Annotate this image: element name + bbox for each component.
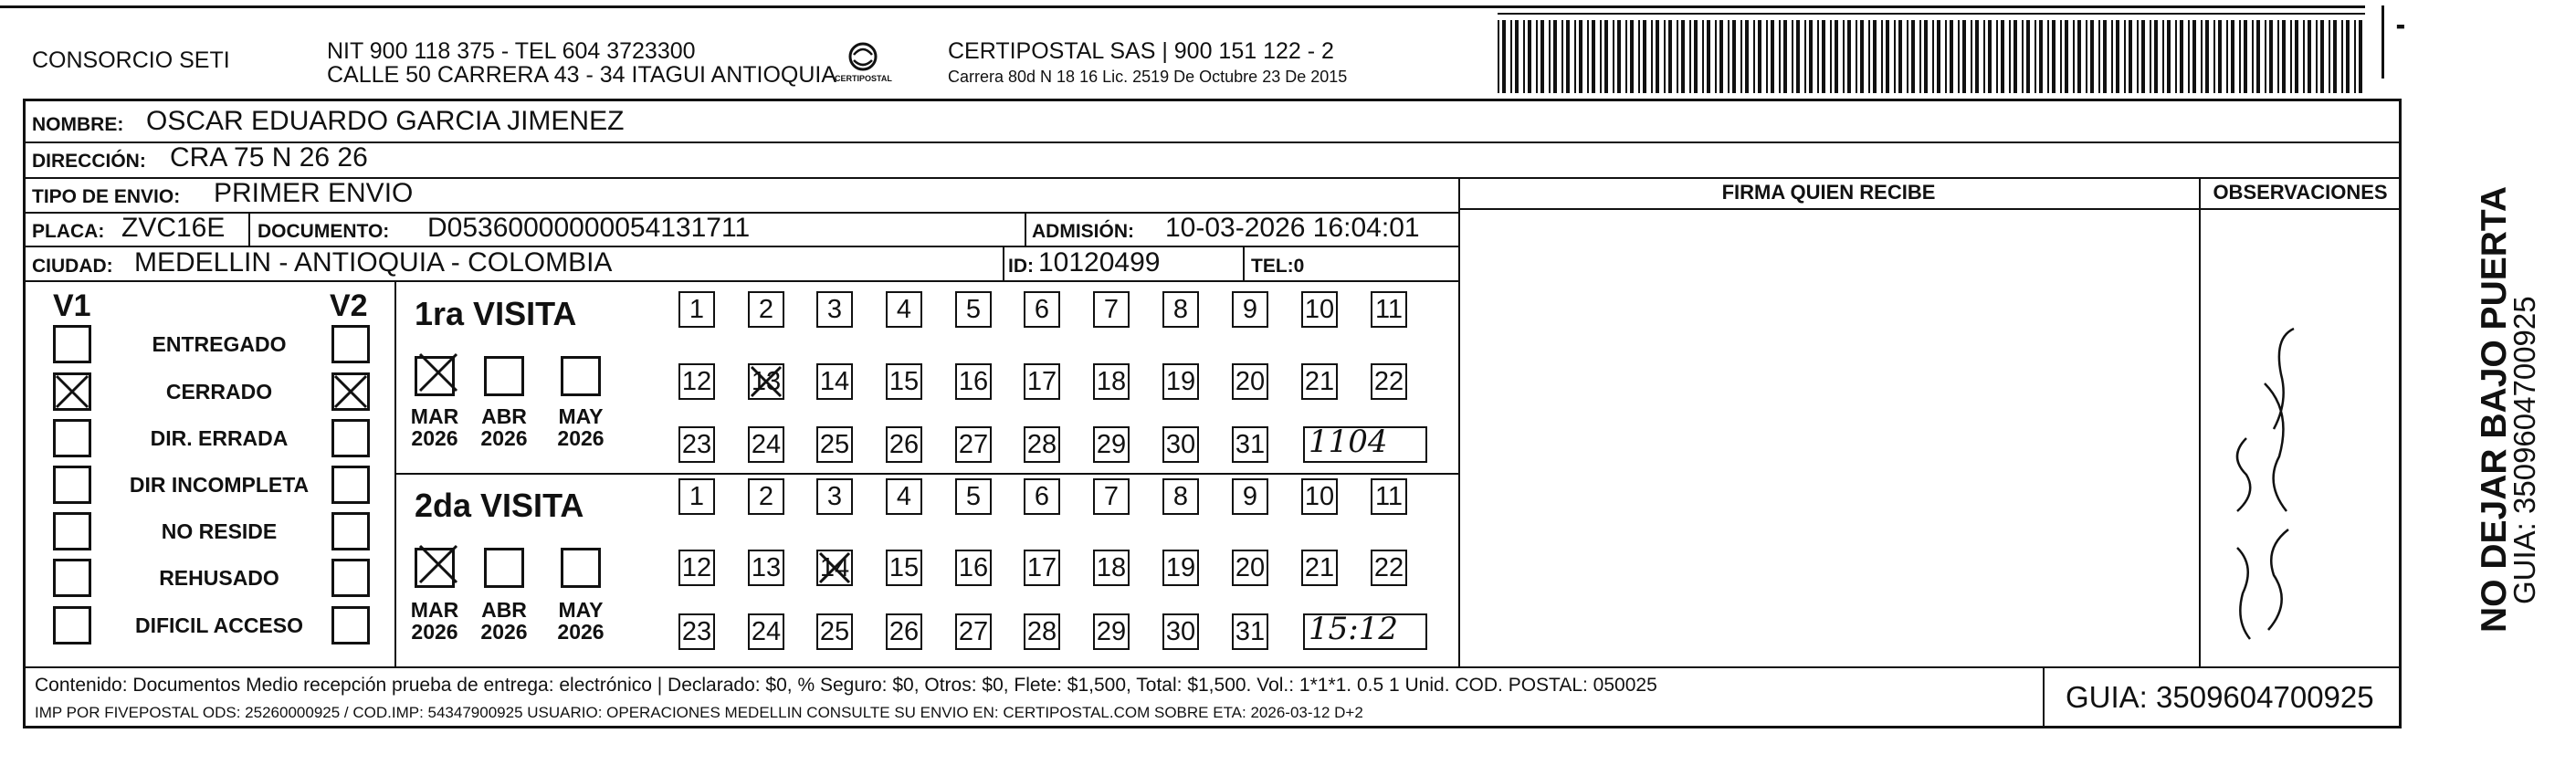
direccion-label: DIRECCIÓN:: [32, 151, 146, 172]
first-visit-day[interactable]: 18: [1093, 363, 1130, 400]
second-visit-day[interactable]: 6: [1024, 478, 1060, 515]
tel-divider: [1243, 246, 1245, 280]
first-visit-day[interactable]: 11: [1371, 291, 1407, 328]
right-edge-line: [2381, 5, 2384, 79]
first-visit-day[interactable]: 9: [1232, 291, 1268, 328]
first-visit-day[interactable]: 14: [816, 363, 853, 400]
second-visit-day[interactable]: 8: [1162, 478, 1199, 515]
id-value: 10120499: [1038, 247, 1161, 278]
first-visit-day[interactable]: 8: [1162, 291, 1199, 328]
tel-label: [1251, 257, 1304, 276]
v1-check-mark: [53, 372, 91, 411]
tipo-envio-label: TIPO DE ENVIO:: [32, 186, 181, 207]
tel-value: 0: [1293, 256, 1305, 277]
first-visit-day[interactable]: 29: [1093, 426, 1130, 463]
first-visit-day[interactable]: 20: [1232, 363, 1268, 400]
first-visit-day[interactable]: 27: [955, 426, 992, 463]
second-visit-day[interactable]: 31: [1232, 613, 1268, 650]
second-visit-month-box[interactable]: [561, 548, 601, 588]
day-check-mark: [816, 550, 853, 586]
reason-label: DIR INCOMPLETA: [129, 473, 310, 497]
second-visit-day[interactable]: 25: [816, 613, 853, 650]
tel-label-text: TEL:: [1251, 256, 1294, 277]
header-col-line: [1458, 208, 2402, 210]
obs-left-line: [2199, 177, 2201, 666]
second-visit-day[interactable]: 22: [1371, 550, 1407, 586]
nit-line: NIT 900 118 375 - TEL 604 3723300: [327, 38, 696, 64]
month-label: [407, 599, 462, 643]
v1-label: V1: [53, 288, 91, 323]
admision-label: ADMISIÓN:: [1032, 221, 1134, 242]
first-visit-day[interactable]: 24: [748, 426, 784, 463]
first-visit-day[interactable]: 2: [748, 291, 784, 328]
id-divider: [1003, 246, 1004, 280]
first-visit-day[interactable]: 3: [816, 291, 853, 328]
first-visit-day[interactable]: 13: [748, 363, 784, 400]
month-name: MAY: [558, 598, 604, 622]
tipo-envio-value: PRIMER ENVIO: [214, 178, 414, 208]
v1-checkbox[interactable]: [53, 466, 91, 504]
month-name: ABR: [481, 404, 527, 428]
first-visit-title: 1ra VISITA: [415, 295, 577, 332]
first-visit-day[interactable]: 22: [1371, 363, 1407, 400]
corner-mark: ╸: [2397, 13, 2412, 40]
month-year: 2026: [557, 426, 605, 451]
first-visit-day[interactable]: 7: [1093, 291, 1130, 328]
second-visit-day[interactable]: 15: [886, 550, 922, 586]
first-visit-day[interactable]: 26: [886, 426, 922, 463]
firma-left-line: [1458, 177, 1460, 666]
first-visit-day[interactable]: 23: [678, 426, 715, 463]
placa-label: PLACA:: [32, 221, 105, 242]
ciudad-label: CIUDAD:: [32, 256, 113, 277]
documento-value: D05360000000054131711: [427, 213, 751, 243]
first-visit-day[interactable]: 28: [1024, 426, 1060, 463]
firma-header: FIRMA QUIEN RECIBE: [1721, 181, 1936, 204]
certipostal-line: CERTIPOSTAL SAS | 900 151 122 - 2: [948, 38, 1334, 64]
v2-label: V2: [330, 288, 368, 323]
v1-checkbox[interactable]: [53, 559, 91, 597]
observaciones-header: OBSERVACIONES: [2213, 181, 2388, 204]
placa-divider: [248, 212, 250, 246]
reason-label: DIR. ERRADA: [150, 426, 289, 450]
second-visit-day[interactable]: 11: [1371, 478, 1407, 515]
second-visit-time: 15:12: [1309, 611, 1398, 647]
month-name: ABR: [481, 598, 527, 622]
month-check-mark: [416, 542, 460, 586]
second-visit-day[interactable]: 26: [886, 613, 922, 650]
first-visit-day[interactable]: 10: [1301, 291, 1338, 328]
second-visit-day[interactable]: 4: [886, 478, 922, 515]
second-visit-day[interactable]: 3: [816, 478, 853, 515]
observaciones-signature: [2210, 274, 2392, 657]
v1-checkbox[interactable]: [53, 606, 91, 644]
no-dejar-bajo-puerta: NO DEJAR BAJO PUERTA: [2475, 185, 2514, 633]
v2-check-mark: [331, 372, 370, 411]
month-year: 2026: [480, 426, 528, 451]
first-visit-day[interactable]: 4: [886, 291, 922, 328]
month-label: [477, 405, 531, 449]
v1-checkbox[interactable]: [53, 512, 91, 550]
first-visit-day[interactable]: 12: [678, 363, 715, 400]
second-visit-day[interactable]: 2: [748, 478, 784, 515]
nombre-value: OSCAR EDUARDO GARCIA JIMENEZ: [146, 106, 625, 136]
first-visit-day[interactable]: 30: [1162, 426, 1199, 463]
second-visit-month-box[interactable]: [484, 548, 524, 588]
reason-label: REHUSADO: [159, 566, 279, 590]
second-visit-day[interactable]: 13: [748, 550, 784, 586]
first-visit-day[interactable]: 31: [1232, 426, 1268, 463]
reason-label: DIFICIL ACCESO: [134, 613, 303, 637]
second-visit-day[interactable]: 18: [1093, 550, 1130, 586]
first-visit-day[interactable]: 5: [955, 291, 992, 328]
certipostal-logo: [826, 38, 899, 93]
nombre-label: NOMBRE:: [32, 114, 124, 135]
logo-text: CERTIPOSTAL: [835, 74, 892, 83]
month-name: MAY: [558, 404, 604, 428]
first-visit-day[interactable]: 21: [1301, 363, 1338, 400]
second-visit-day[interactable]: 10: [1301, 478, 1338, 515]
reason-label: NO RESIDE: [161, 519, 278, 543]
license-line: Carrera 80d N 18 16 Lic. 2519 De Octubre 23 De 2015: [948, 68, 1348, 86]
first-visit-day[interactable]: 16: [955, 363, 992, 400]
logo-emblem-icon: [826, 38, 899, 93]
month-label: [553, 599, 608, 643]
footer-top-line: [25, 666, 2402, 668]
id-label: ID:: [1008, 256, 1034, 277]
second-visit-day[interactable]: 28: [1024, 613, 1060, 650]
first-visit-day[interactable]: 6: [1024, 291, 1060, 328]
side-guia: GUIA: 3509604700925: [2508, 296, 2541, 604]
month-year: 2026: [480, 620, 528, 644]
guia-box-divider: [2043, 666, 2045, 728]
contenido-line: Contenido: Documentos Medio recepción prueba de entrega: electrónico | Declarado: $0, % Seguro: $0, Otros: $0, Flete: $1,500, Total: $1,500. Vol.: 1*1*1. 0.5 1 Unid. COD. POSTAL: 050025: [35, 675, 1657, 696]
second-visit-title: 2da VISITA: [415, 487, 584, 524]
first-visit-month-box[interactable]: [561, 356, 601, 396]
day-check-mark: [748, 363, 784, 400]
second-visit-day[interactable]: 7: [1093, 478, 1130, 515]
first-visit-day[interactable]: 19: [1162, 363, 1199, 400]
reason-label: ENTREGADO: [152, 332, 287, 356]
row-line-5: [25, 280, 1458, 282]
first-visit-time: 1104: [1309, 424, 1388, 460]
placa-value: ZVC16E: [121, 213, 226, 243]
reason-label: CERRADO: [165, 380, 273, 403]
second-visit-day[interactable]: 14: [816, 550, 853, 586]
footer-guia: GUIA: 3509604700925: [2066, 680, 2374, 714]
first-visit-day[interactable]: 15: [886, 363, 922, 400]
second-visit-day[interactable]: 29: [1093, 613, 1130, 650]
second-visit-day[interactable]: 9: [1232, 478, 1268, 515]
second-visit-day[interactable]: 12: [678, 550, 715, 586]
company-name: CONSORCIO SETI: [32, 47, 230, 73]
top-edge-line: [0, 5, 2365, 8]
month-year: 2026: [557, 620, 605, 644]
first-visit-day[interactable]: 25: [816, 426, 853, 463]
second-visit-day[interactable]: 5: [955, 478, 992, 515]
second-visit-day[interactable]: 20: [1232, 550, 1268, 586]
admision-divider: [1025, 212, 1026, 246]
visit-split-line: [394, 473, 1458, 475]
month-name: MAR: [410, 404, 459, 428]
direccion-value: CRA 75 N 26 26: [170, 142, 368, 173]
month-label: [407, 405, 462, 449]
second-visit-day[interactable]: 17: [1024, 550, 1060, 586]
month-year: 2026: [411, 426, 458, 451]
month-check-mark: [416, 351, 460, 394]
month-label: [553, 405, 608, 449]
second-visit-day[interactable]: 16: [955, 550, 992, 586]
row-line-1: [25, 141, 2402, 143]
second-visit-day[interactable]: 19: [1162, 550, 1199, 586]
second-visit-day[interactable]: 27: [955, 613, 992, 650]
first-visit-day[interactable]: 17: [1024, 363, 1060, 400]
address-line: CALLE 50 CARRERA 43 - 34 ITAGUI ANTIOQUIA: [327, 62, 837, 88]
second-visit-day[interactable]: 24: [748, 613, 784, 650]
admision-value: 10-03-2026 16:04:01: [1165, 213, 1420, 243]
second-visit-day[interactable]: 23: [678, 613, 715, 650]
imp-line: IMP POR FIVEPOSTAL ODS: 25260000925 / COD.IMP: 54347900925 USUARIO: OPERACIONES MEDELLIN CONSULTE SU ENVIO EN: CERTIPOSTAL.COM SOBRE ETA: 2026-03-12 D+2: [35, 704, 1363, 721]
second-visit-day[interactable]: 30: [1162, 613, 1199, 650]
month-name: MAR: [410, 598, 459, 622]
first-visit-day[interactable]: 1: [678, 291, 715, 328]
second-visit-day[interactable]: 21: [1301, 550, 1338, 586]
first-visit-month-box[interactable]: [484, 356, 524, 396]
ciudad-value: MEDELLIN - ANTIOQUIA - COLOMBIA: [134, 247, 613, 278]
month-label: [477, 599, 531, 643]
second-visit-day[interactable]: 1: [678, 478, 715, 515]
month-year: 2026: [411, 620, 458, 644]
v1-checkbox[interactable]: [53, 325, 91, 363]
v1-checkbox[interactable]: [53, 419, 91, 457]
barcode: [1498, 13, 2374, 95]
documento-label: DOCUMENTO:: [258, 221, 390, 242]
